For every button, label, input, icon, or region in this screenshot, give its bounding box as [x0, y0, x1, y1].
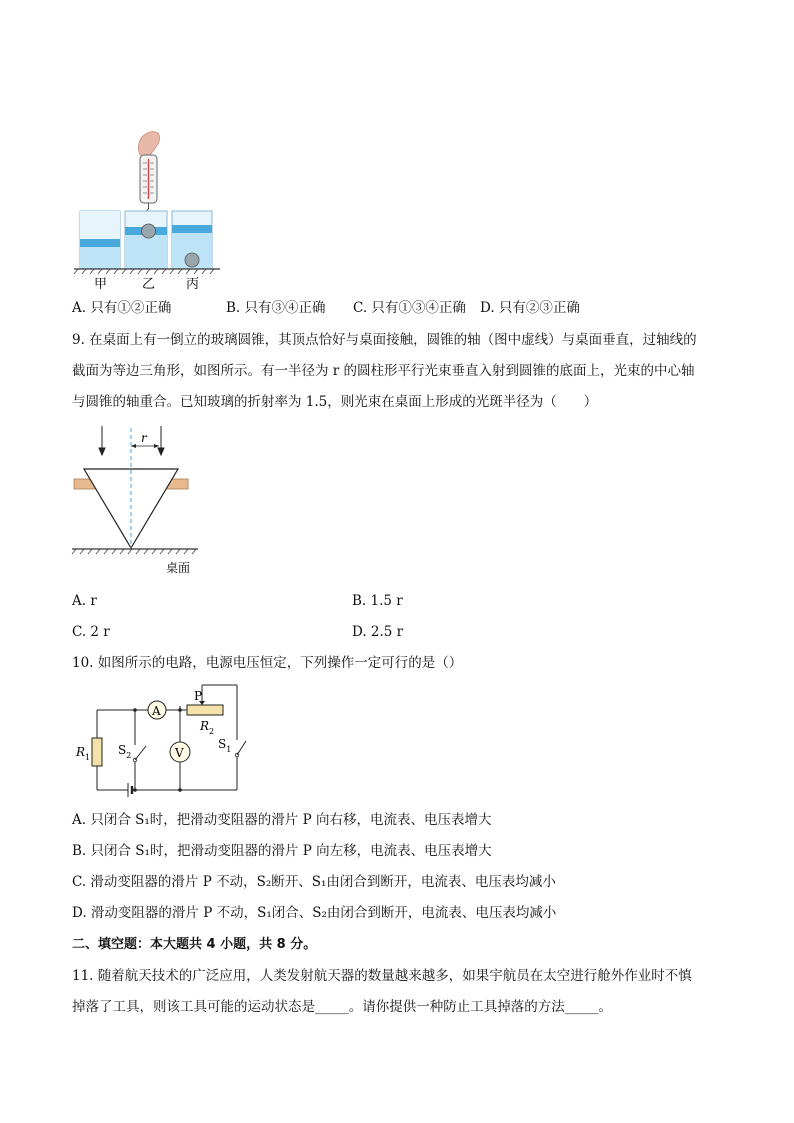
q9-stem-line-3: 与圆锥的轴重合。已知玻璃的折射率为 1.5，则光束在桌面上形成的光斑半径为（ ）	[72, 394, 598, 410]
s1-label: $S_1$	[218, 737, 232, 754]
battery	[128, 783, 132, 797]
q8-option-c: C. 只有①③④正确	[353, 300, 466, 316]
q10-stem: 10. 如图所示的电路，电源电压恒定，下列操作一定可行的是（）	[72, 655, 463, 671]
q9-option-a: A. r	[72, 593, 97, 609]
spring-scale-figure	[70, 125, 230, 297]
switch-s2	[135, 746, 146, 760]
q8-option-d: D. 只有②③正确	[480, 300, 580, 316]
q9-option-d: D. 2.5 r	[352, 624, 404, 640]
label-yi: 乙	[142, 277, 156, 292]
q9-stem-line-2: 截面为等边三角形，如图所示。有一半径为 r 的圆柱形平行光束垂直入射到圆锥的底面上，光束的中心轴	[72, 363, 695, 379]
hand-icon	[138, 132, 159, 157]
switch-s1	[237, 741, 246, 755]
circuit-diagram	[70, 680, 255, 802]
q10-option-c: C. 滑动变阻器的滑片 P 不动，S₂断开、S₁由闭合到断开，电流表、电压表均减小	[72, 874, 556, 890]
container-jia	[80, 211, 120, 269]
label-bing: 丙	[186, 277, 200, 292]
slider-label: P	[194, 689, 203, 703]
resistor-r1	[92, 738, 102, 766]
ammeter-label: A	[152, 704, 161, 718]
container-yi	[125, 211, 167, 269]
r2-label: $R_2$	[200, 719, 215, 736]
q8-option-b: B. 只有③④正确	[226, 300, 326, 316]
voltmeter-label: V	[175, 746, 184, 760]
s2-label: $S_2$	[118, 743, 132, 760]
rheostat-r2	[187, 705, 223, 715]
r1-label: $R_1$	[76, 745, 91, 762]
q8-option-a: A. 只有①②正确	[72, 300, 172, 316]
radius-label: r	[141, 431, 147, 445]
q10-option-a: A. 只闭合 S₁时，把滑动变阻器的滑片 P 向右移，电流表、电压表增大	[72, 812, 492, 828]
q9-stem-line-1: 9. 在桌面上有一倒立的玻璃圆锥，其顶点恰好与桌面接触，圆锥的轴（图中虚线）与桌面垂直，过轴线的	[72, 332, 697, 348]
section-heading-fill-in: 二、填空题：本大题共 4 小题，共 8 分。	[72, 937, 317, 952]
q11-line-2: 掉落了工具，则该工具可能的运动状态是_____。请你提供一种防止工具掉落的方法_____。	[72, 999, 612, 1015]
q9-option-b: B. 1.5 r	[352, 593, 403, 609]
q11-line-1: 11. 随着航天技术的广泛应用，人类发射航天器的数量越来越多，如果宇航员在太空进行舱外作业时不慎	[72, 968, 692, 984]
q10-option-d: D. 滑动变阻器的滑片 P 不动，S₁闭合、S₂由闭合到断开，电流表、电压表均减小	[72, 905, 557, 921]
glass-cone-figure	[70, 420, 210, 580]
q9-option-c: C. 2 r	[72, 624, 110, 640]
table-label: 桌面	[166, 561, 191, 575]
container-bing	[172, 211, 212, 269]
label-jia: 甲	[94, 277, 108, 292]
q10-option-b: B. 只闭合 S₁时，把滑动变阻器的滑片 P 向左移，电流表、电压表增大	[72, 843, 492, 859]
